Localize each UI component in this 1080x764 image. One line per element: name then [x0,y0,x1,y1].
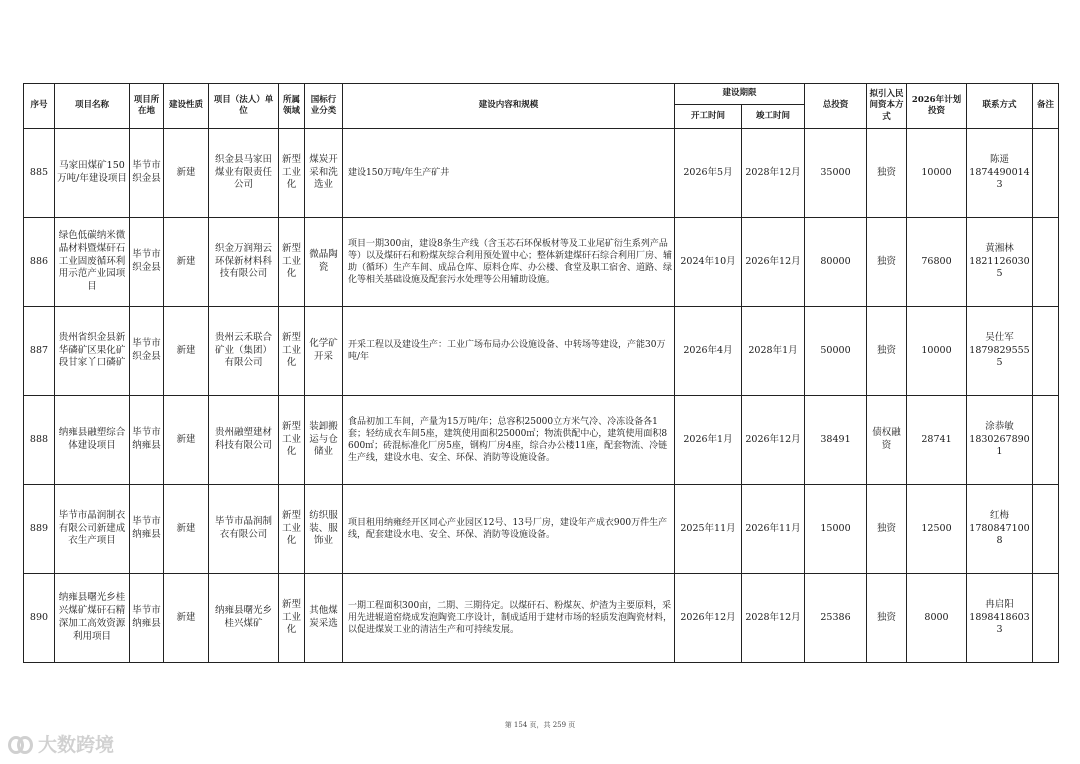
cell-plan2026: 8000 [907,574,967,663]
header-plan2026: 2026年计划投资 [907,84,967,129]
header-end: 竣工时间 [742,105,805,129]
cell-nature: 新建 [164,307,209,396]
cell-seq: 887 [24,307,55,396]
cell-field: 新型工业化 [279,574,305,663]
header-start: 开工时间 [675,105,742,129]
cell-remark [1033,129,1059,218]
watermark-logo-icon [8,734,34,754]
cell-investment: 15000 [805,485,867,574]
cell-start: 2024年10月 [675,218,742,307]
header-field: 所属领域 [279,84,305,129]
contact-phone: 18211260305 [969,255,1030,280]
cell-industry: 化学矿开采 [305,307,343,396]
contact-name: 吴仕军 [985,331,1014,343]
cell-remark [1033,218,1059,307]
cell-location: 毕节市织金县 [130,307,164,396]
cell-start: 2026年5月 [675,129,742,218]
cell-content: 一期工程面积300亩，二期、三期待定。以煤矸石、粉煤灰、炉渣为主要原料，采用先进辊道窑烧成发泡陶瓷工序设计，制成适用于建材市场的轻质发泡陶瓷材料，以促进煤炭工业的清洁生产和可持续发展。 [343,574,675,663]
cell-start: 2026年1月 [675,396,742,485]
cell-contact [967,396,1033,485]
cell-industry: 微晶陶瓷 [305,218,343,307]
contact-name: 陈遥 [990,153,1010,165]
cell-remark [1033,485,1059,574]
cell-end: 2028年12月 [742,574,805,663]
cell-contact [967,307,1033,396]
cell-nature: 新建 [164,396,209,485]
table-row [24,307,1059,396]
cell-unit: 贵州融塑建材科技有限公司 [209,396,279,485]
table-row [24,129,1059,218]
cell-name: 绿色低碳纳米微晶材料暨煤矸石工业固废循环利用示范产业园项目 [55,218,130,307]
cell-unit: 毕节市晶润制衣有限公司 [209,485,279,574]
cell-seq: 888 [24,396,55,485]
cell-content: 项目租用纳雍经开区同心产业园区12号、13号厂房，建设年产成衣900万件生产线，配套建设水电、安全、环保、消防等设施设备。 [343,485,675,574]
page-footer: 第 154 页，共 259 页 [504,721,576,729]
cell-nature: 新建 [164,129,209,218]
cell-name: 贵州省织金县新华磷矿区果化矿段甘家丫口磷矿 [55,307,130,396]
table-row [24,485,1059,574]
cell-start: 2025年11月 [675,485,742,574]
cell-capital-mode: 独资 [867,485,907,574]
contact-phone: 18798295555 [969,344,1030,369]
header-content: 建设内容和规模 [343,84,675,129]
cell-location: 毕节市织金县 [130,129,164,218]
cell-end: 2026年12月 [742,218,805,307]
cell-field: 新型工业化 [279,218,305,307]
cell-industry: 装卸搬运与仓储业 [305,396,343,485]
cell-seq: 889 [24,485,55,574]
cell-location: 毕节市纳雍县 [130,574,164,663]
cell-seq: 890 [24,574,55,663]
cell-investment: 50000 [805,307,867,396]
cell-field: 新型工业化 [279,485,305,574]
cell-unit: 纳雍县曙光乡桂兴煤矿 [209,574,279,663]
cell-remark [1033,574,1059,663]
cell-capital-mode: 独资 [867,307,907,396]
cell-field: 新型工业化 [279,129,305,218]
cell-contact [967,129,1033,218]
cell-location: 毕节市纳雍县 [130,396,164,485]
cell-capital-mode: 独资 [867,218,907,307]
cell-location: 毕节市织金县 [130,218,164,307]
header-seq: 序号 [24,84,55,129]
cell-investment: 25386 [805,574,867,663]
contact-phone: 18302678901 [969,433,1030,458]
project-table [23,83,1059,663]
cell-contact [967,485,1033,574]
header-location: 项目所在地 [130,84,164,129]
cell-contact [967,218,1033,307]
cell-name: 纳雍县曙光乡桂兴煤矿煤矸石精深加工高效资源利用项目 [55,574,130,663]
cell-content: 项目一期300亩，建设8条生产线（含玉芯石环保板材等及工业尾矿衍生系列产品等）以及煤矸石和粉煤灰综合利用预处置中心；整体新建煤矸石综合利用厂房、辅助（循环）生产车间、成品仓库、原料仓库、办公楼、食堂及职工宿舍、道路、绿化等相关基础设施及配套污水处理等公用辅助设施。 [343,218,675,307]
header-period: 建设期限 [675,84,805,105]
table-row [24,396,1059,485]
cell-start: 2026年12月 [675,574,742,663]
cell-seq: 886 [24,218,55,307]
contact-phone: 18744900143 [969,166,1030,191]
cell-plan2026: 28741 [907,396,967,485]
cell-nature: 新建 [164,218,209,307]
cell-industry: 其他煤炭采选 [305,574,343,663]
cell-nature: 新建 [164,485,209,574]
cell-end: 2026年12月 [742,396,805,485]
contact-phone: 17808471008 [969,522,1030,547]
cell-end: 2028年12月 [742,129,805,218]
cell-unit: 织金万润翔云环保新材料科技有限公司 [209,218,279,307]
cell-unit: 织金县马家田煤业有限责任公司 [209,129,279,218]
cell-content: 开采工程以及建设生产：工业广场布局办公设施设备、中转场等建设，产能30万吨/年 [343,307,675,396]
contact-name: 红梅 [990,509,1010,521]
header-remark: 备注 [1033,84,1059,129]
cell-seq: 885 [24,129,55,218]
contact-phone: 18984186033 [969,611,1030,636]
cell-end: 2026年11月 [742,485,805,574]
cell-unit: 贵州云禾联合矿业（集团）有限公司 [209,307,279,396]
header-investment: 总投资 [805,84,867,129]
cell-location: 毕节市纳雍县 [130,485,164,574]
cell-capital-mode: 独资 [867,129,907,218]
cell-name: 纳雍县融塑综合体建设项目 [55,396,130,485]
cell-investment: 35000 [805,129,867,218]
cell-contact [967,574,1033,663]
cell-capital-mode: 债权融资 [867,396,907,485]
contact-name: 黄湘林 [985,242,1014,254]
cell-investment: 38491 [805,396,867,485]
cell-plan2026: 76800 [907,218,967,307]
header-unit: 项目（法人）单位 [209,84,279,129]
header-contact: 联系方式 [967,84,1033,129]
cell-name: 毕节市晶润制衣有限公司新建成衣生产项目 [55,485,130,574]
cell-remark [1033,396,1059,485]
header-industry: 国标行业分类 [305,84,343,129]
cell-content: 建设150万吨/年生产矿井 [343,129,675,218]
cell-plan2026: 10000 [907,129,967,218]
cell-name: 马家田煤矿150万吨/年建设项目 [55,129,130,218]
cell-remark [1033,307,1059,396]
cell-nature: 新建 [164,574,209,663]
header-nature: 建设性质 [164,84,209,129]
cell-field: 新型工业化 [279,307,305,396]
table-row [24,574,1059,663]
cell-plan2026: 12500 [907,485,967,574]
watermark [8,730,114,757]
header-row-1 [24,84,1059,105]
cell-field: 新型工业化 [279,396,305,485]
cell-industry: 煤炭开采和洗选业 [305,129,343,218]
cell-content: 食品初加工车间，产量为15万吨/年；总容积25000立方米气冷、冷冻设备各1套；轻纺成衣车间5座，建筑使用面积25000㎡；物流供配中心，建筑使用面积8600㎡；砖混标准化厂房5座，钢构厂房4座，综合办公楼11座，配套物流、冷链生产线，建设水电、安全、环保、消防等设施设备。 [343,396,675,485]
header-name: 项目名称 [55,84,130,129]
cell-end: 2028年1月 [742,307,805,396]
cell-investment: 80000 [805,218,867,307]
header-capital-mode: 拟引入民间资本方式 [867,84,907,129]
contact-name: 涂恭敏 [985,420,1014,432]
watermark-text: 大数跨境 [38,734,115,756]
table-row [24,218,1059,307]
cell-plan2026: 10000 [907,307,967,396]
cell-capital-mode: 独资 [867,574,907,663]
contact-name: 冉启阳 [985,598,1014,610]
cell-industry: 纺织服装、服饰业 [305,485,343,574]
cell-start: 2026年4月 [675,307,742,396]
